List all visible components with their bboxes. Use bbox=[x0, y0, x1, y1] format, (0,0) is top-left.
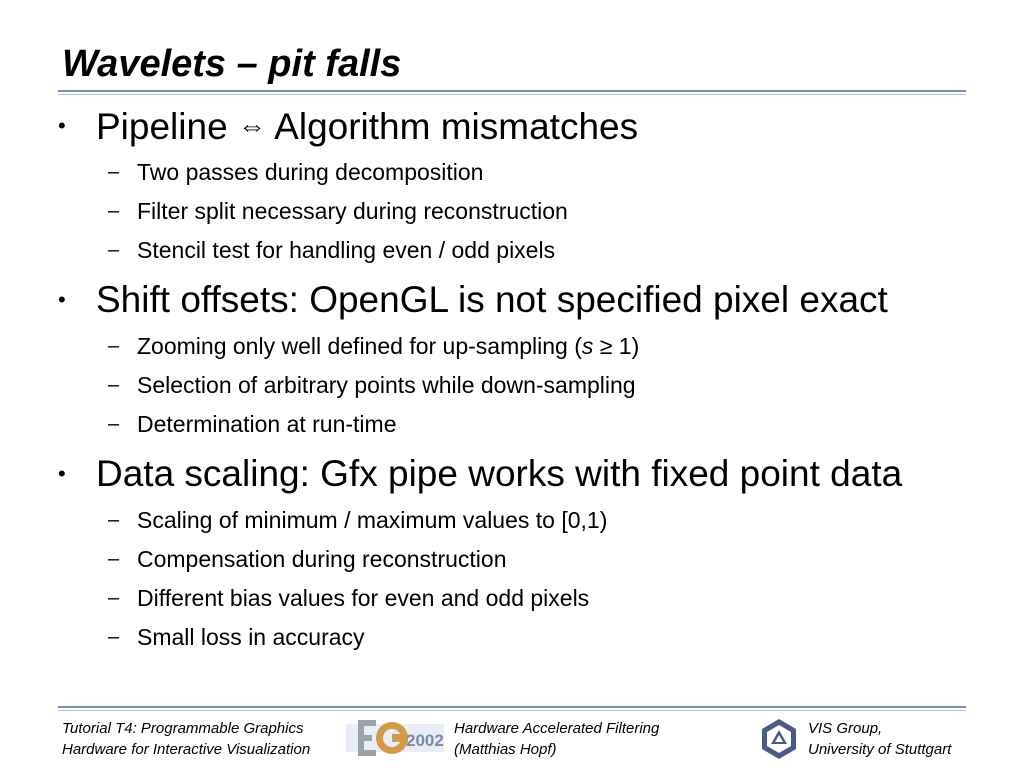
bullet-dot: • bbox=[58, 461, 66, 486]
dash-marker: – bbox=[108, 335, 120, 357]
double-arrow-icon: ⇔ bbox=[237, 110, 266, 141]
sub-bullet-text: Small loss in accuracy bbox=[137, 624, 365, 650]
title-divider bbox=[58, 90, 966, 92]
sub-bullet-text: Two passes during decomposition bbox=[137, 159, 484, 185]
footer-text: Tutorial T4: Programmable Graphics bbox=[62, 720, 304, 737]
logo-year: 2002 bbox=[406, 731, 444, 750]
bullet-text: Data scaling: Gfx pipe works with fixed point data bbox=[96, 453, 903, 494]
sub-bullet bbox=[108, 197, 568, 225]
footer-text: University of Stuttgart bbox=[808, 741, 952, 758]
footer-divider bbox=[58, 706, 966, 708]
vis-group-logo bbox=[756, 716, 802, 762]
dash-marker: – bbox=[108, 548, 120, 570]
sub-bullet bbox=[108, 584, 590, 612]
sub-bullet-text: Scaling of minimum / maximum values to [0,1) bbox=[137, 507, 608, 533]
footer-text: Hardware Accelerated Filtering bbox=[454, 720, 660, 737]
dash-marker: – bbox=[108, 374, 120, 396]
dash-marker: – bbox=[108, 587, 120, 609]
footer-talk bbox=[454, 718, 659, 760]
sub-bullet bbox=[108, 410, 397, 438]
sub-bullet-text: Different bias values for even and odd pixels bbox=[137, 585, 590, 611]
sub-bullet bbox=[108, 371, 636, 399]
sub-bullet bbox=[108, 506, 608, 534]
dash-marker: – bbox=[108, 626, 120, 648]
sub-bullet bbox=[108, 623, 365, 651]
dash-marker: – bbox=[108, 413, 120, 435]
bullet-dot: • bbox=[58, 287, 66, 312]
footer-text: Hardware for Interactive Visualization bbox=[62, 741, 311, 758]
sub-bullet bbox=[108, 158, 484, 186]
slide-title: Wavelets – pit falls bbox=[62, 43, 402, 85]
sub-bullet-text: Stencil test for handling even / odd pixels bbox=[137, 237, 556, 263]
dash-marker: – bbox=[108, 161, 120, 183]
footer-institution bbox=[808, 718, 951, 760]
bullet-shift-offsets bbox=[58, 278, 888, 322]
dash-marker: – bbox=[108, 239, 120, 261]
bullet-dot: • bbox=[58, 113, 66, 138]
bullet-data-scaling bbox=[58, 452, 903, 496]
footer-tutorial bbox=[62, 718, 310, 760]
sub-bullet-text: Determination at run-time bbox=[137, 411, 397, 437]
sub-bullet-text: Filter split necessary during reconstruction bbox=[137, 198, 568, 224]
sub-bullet bbox=[108, 545, 507, 573]
sub-bullet-text: ≥ 1) bbox=[593, 333, 640, 359]
sub-bullet-text: Selection of arbitrary points while down-sampling bbox=[137, 372, 636, 398]
bullet-pipeline bbox=[58, 104, 639, 149]
variable-s: s bbox=[581, 333, 594, 359]
sub-bullet-text: Compensation during reconstruction bbox=[137, 546, 507, 572]
sub-bullet bbox=[108, 332, 640, 360]
footer-divider-thin bbox=[58, 710, 966, 711]
title-divider-thin bbox=[58, 94, 966, 95]
footer-text: (Matthias Hopf) bbox=[454, 741, 557, 758]
dash-marker: – bbox=[108, 200, 120, 222]
sub-bullet-text: Zooming only well defined for up-sampling ( bbox=[137, 333, 582, 359]
eurographics-logo bbox=[346, 716, 444, 760]
sub-bullet bbox=[108, 236, 556, 264]
bullet-text: Shift offsets: OpenGL is not specified pixel exact bbox=[96, 279, 888, 320]
bullet-text: Pipeline bbox=[96, 106, 238, 147]
dash-marker: – bbox=[108, 509, 120, 531]
footer-text: VIS Group, bbox=[808, 720, 883, 737]
bullet-text: Algorithm mismatches bbox=[265, 106, 639, 147]
